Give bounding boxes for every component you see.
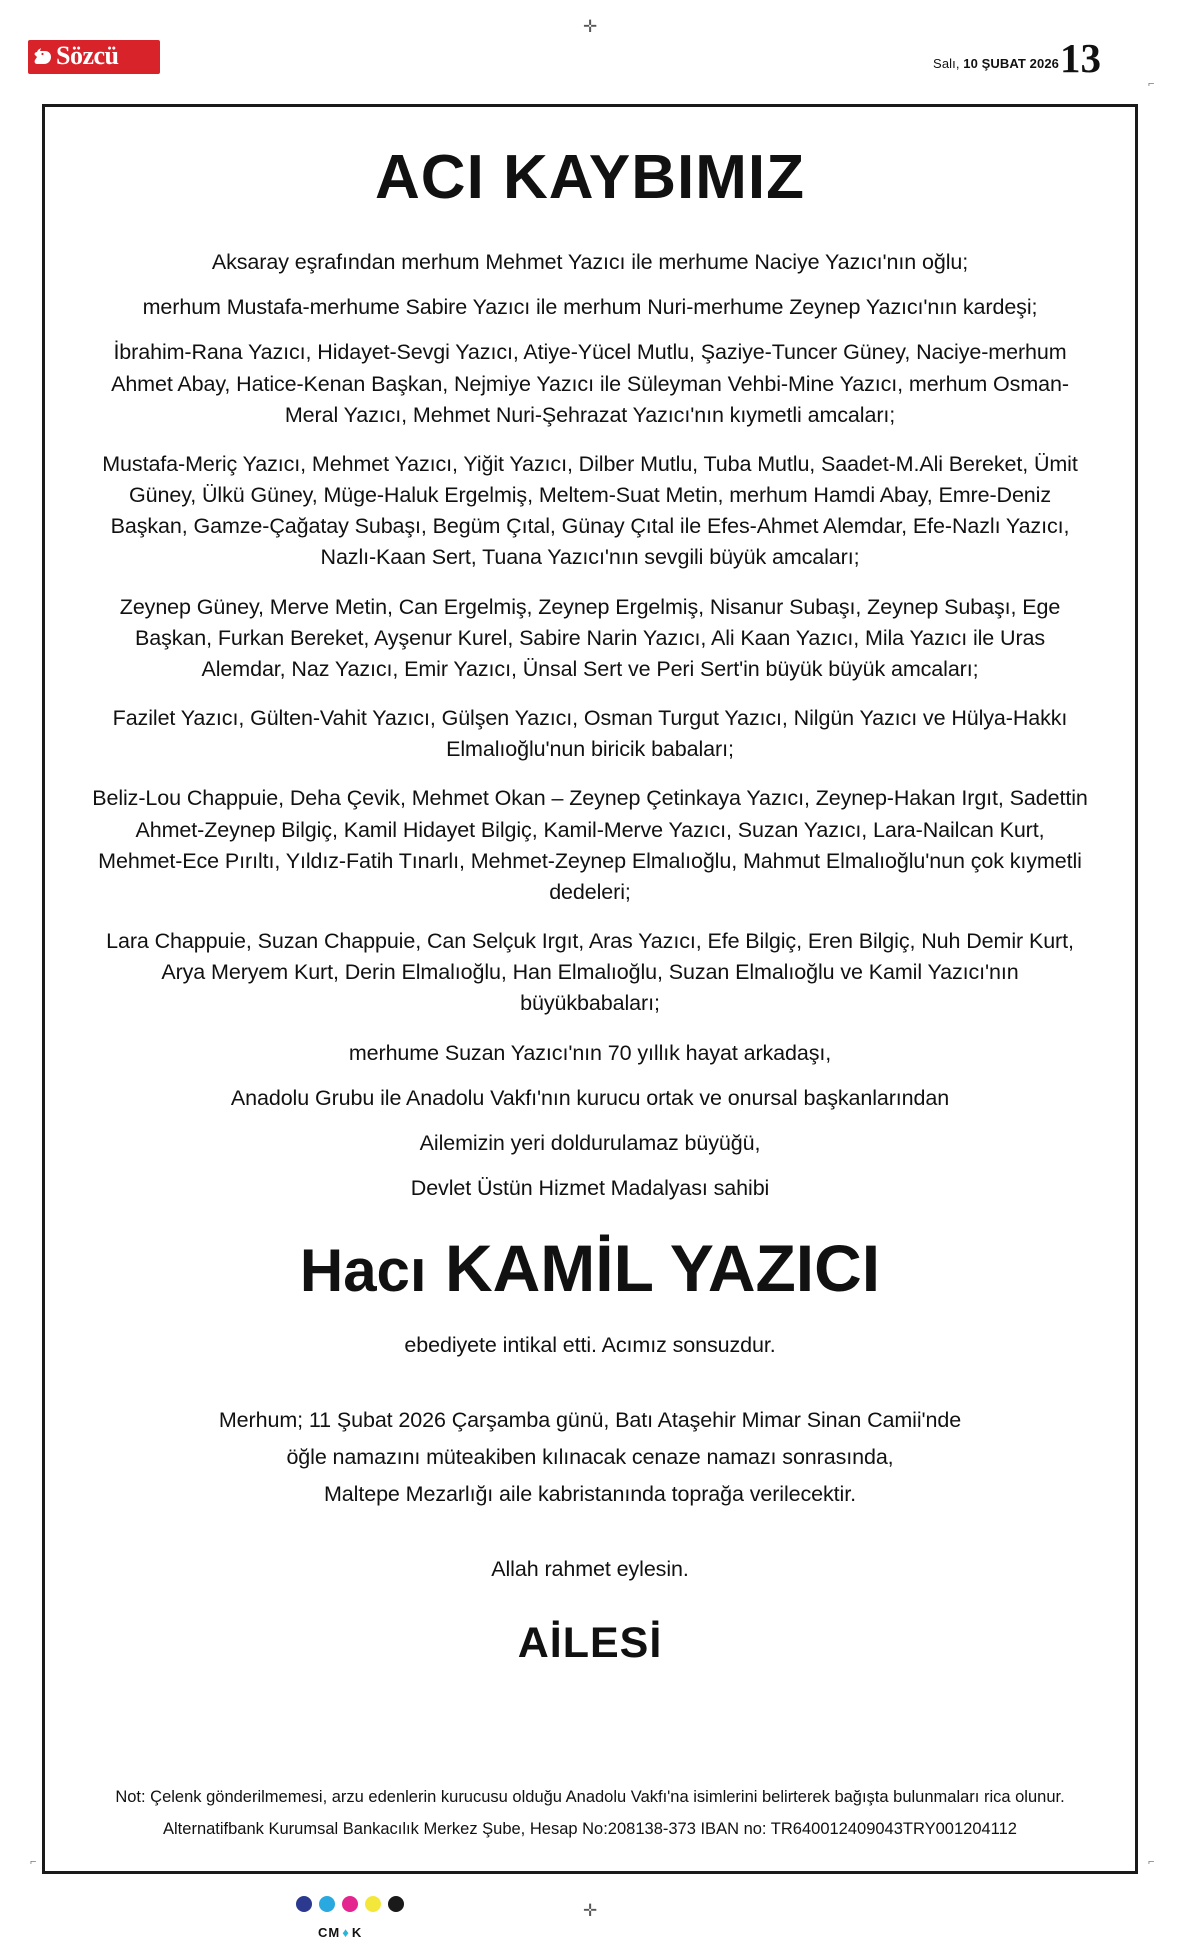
color-calibration-bar — [296, 1896, 404, 1912]
color-dot-cyan — [319, 1896, 335, 1912]
notice-paragraph: Beliz-Lou Chappuie, Deha Çevik, Mehmet Okan – Zeynep Çetinkaya Yazıcı, Zeynep-Hakan Irgıt, Sadettin Ahmet-Zeynep Bilgiç, Kamil Hidayet Bilgiç, Kamil-Merve Yazıcı, Suzan Yazıcı, Lara-Nailcan Kurt, Mehmet-Ece Pırıltı, Yıldız-Fatih Tınarlı, Mehmet-Zeynep Elmalıoğlu, Mahmut Elmalıoğlu'nun çok kıymetli dedeleri; — [92, 786, 1088, 904]
signature: AİLESİ — [517, 1619, 663, 1668]
notice-paragraph: merhume Suzan Yazıcı'nın 70 yıllık hayat arkadaşı, — [348, 1040, 832, 1065]
notice-after-name: ebediyete intikal etti. Acımız sonsuzdur. — [404, 1332, 776, 1357]
sozcu-logo[interactable] — [28, 40, 160, 74]
footnotes — [42, 1786, 1138, 1851]
cmyk-label-k: K — [351, 1925, 363, 1940]
notice-paragraph: Aksaray eşrafından merhum Mehmet Yazıcı ile merhume Naciye Yazıcı'nın oğlu; — [211, 250, 969, 274]
funeral-line: Maltepe Mezarlığı aile kabristanında toprağa verilecektir. — [324, 1482, 856, 1507]
deceased-name-prefix: Hacı — [299, 1237, 427, 1305]
notice-paragraph: Fazilet Yazıcı, Gülten-Vahit Yazıcı, Gülşen Yazıcı, Osman Turgut Yazıcı, Nilgün Yazıcı ve Hülya-Hakkı Elmalıoğlu'nun biricik babaları; — [112, 706, 1068, 762]
notice-paragraph: merhum Mustafa-merhume Sabire Yazıcı ile merhum Nuri-merhume Zeynep Yazıcı'nın kardeşi; — [142, 295, 1038, 320]
sozcu-logo-text: Sözcü — [56, 41, 119, 70]
notice-paragraph: Devlet Üstün Hizmet Madalyası sahibi — [410, 1176, 770, 1201]
notice-paragraph: Lara Chappuie, Suzan Chappuie, Can Selçuk Irgıt, Aras Yazıcı, Efe Bilgiç, Eren Bilgiç, Nuh Demir Kurt, Arya Meryem Kurt, Derin Elmalıoğlu, Han Elmalıoğlu, Suzan Elmalıoğlu ve Kamil Yazıcı'nın büyükbabaları; — [106, 929, 1074, 1016]
rooster-icon — [32, 46, 54, 68]
registration-mark-bottom: ✛ — [583, 1901, 598, 1920]
color-dot-magenta — [342, 1896, 358, 1912]
issue-day: Salı, — [933, 56, 960, 71]
funeral-line: Merhum; 11 Şubat 2026 Çarşamba günü, Batı Ataşehir Mimar Sinan Camii'nde — [218, 1407, 962, 1432]
color-dot-black — [388, 1896, 404, 1912]
notice-paragraph: Mustafa-Meriç Yazıcı, Mehmet Yazıcı, Yiğit Yazıcı, Dilber Mutlu, Tuba Mutlu, Saadet-M.Ali Bereket, Ümit Güney, Ülkü Güney, Müge-Haluk Ergelmiş, Meltem-Suat Metin, merhum Hamdi Abay, Emre-Deniz Başkan, Gamze-Çağatay Subaşı, Begüm Çıtal, Günay Çıtal ile Efes-Ahmet Alemdar, Efe-Nazlı Yazıcı, Nazlı-Kaan Sert, Tuana Yazıcı'nın sevgili büyük amcaları; — [102, 451, 1078, 570]
notice-paragraph: Ailemizin yeri doldurulamaz büyüğü, — [419, 1130, 761, 1155]
footnote-donation: Not: Çelenk gönderilmemesi, arzu edenlerin kurucusu olduğu Anadolu Vakfı'na isimlerini belirterek bağışta bulunmaları rica olunur. — [115, 1788, 1065, 1806]
issue-date-value: 10 ŞUBAT 2026 — [963, 56, 1059, 71]
crop-mark-top-right: ⌐ — [1148, 78, 1155, 90]
cmyk-label-cm: CM — [318, 1925, 341, 1940]
cmyk-label — [318, 1925, 362, 1940]
color-dot-yellow — [365, 1896, 381, 1912]
footnote-bank: Alternatifbank Kurumsal Bankacılık Merkez Şube, Hesap No:208138-373 IBAN no: TR640012409043TRY001204112 — [163, 1820, 1017, 1839]
cmyk-label-mid: ♦ — [342, 1925, 350, 1940]
color-dot-blue — [296, 1896, 312, 1912]
prayer-line: Allah rahmet eylesin. — [491, 1557, 689, 1582]
deceased-name-main: KAMİL YAZICI — [444, 1231, 881, 1306]
masthead — [0, 35, 1179, 86]
funeral-line: öğle namazını müteakiben kılınacak cenaze namazı sonrasında, — [286, 1444, 894, 1469]
crop-mark-bottom-left: ⌐ — [30, 1856, 37, 1868]
notice-paragraph: İbrahim-Rana Yazıcı, Hidayet-Sevgi Yazıcı, Atiye-Yücel Mutlu, Şaziye-Tuncer Güney, Naciye-merhum Ahmet Abay, Hatice-Kenan Başkan, Nejmiye Yazıcı ile Süleyman Vehbi-Mine Yazıcı, merhum Osman-Meral Yazıcı, Mehmet Nuri-Şehrazat Yazıcı'nın kıymetli amcaları; — [111, 340, 1069, 427]
deceased-name — [85, 1231, 1095, 1306]
issue-date — [933, 56, 1059, 71]
crop-mark-bottom-right: ⌐ — [1148, 1856, 1155, 1868]
page-number: 13 — [1060, 35, 1101, 81]
registration-mark-top: ✛ — [583, 17, 598, 36]
notice-headline: ACI KAYBIMIZ — [375, 143, 805, 212]
notice-paragraph: Zeynep Güney, Merve Metin, Can Ergelmiş, Zeynep Ergelmiş, Nisanur Subaşı, Zeynep Subaşı, Ege Başkan, Furkan Bereket, Ayşenur Kurel, Sabire Narin Yazıcı, Ali Kaan Yazıcı, Mila Yazıcı ile Uras Alemdar, Naz Yazıcı, Emir Yazıcı, Ünsal Sert ve Peri Sert'in büyük büyük amcaları; — [119, 594, 1061, 681]
notice-paragraph: Anadolu Grubu ile Anadolu Vakfı'nın kurucu ortak ve onursal başkanlarından — [230, 1085, 950, 1110]
obituary-notice — [42, 104, 1138, 1874]
